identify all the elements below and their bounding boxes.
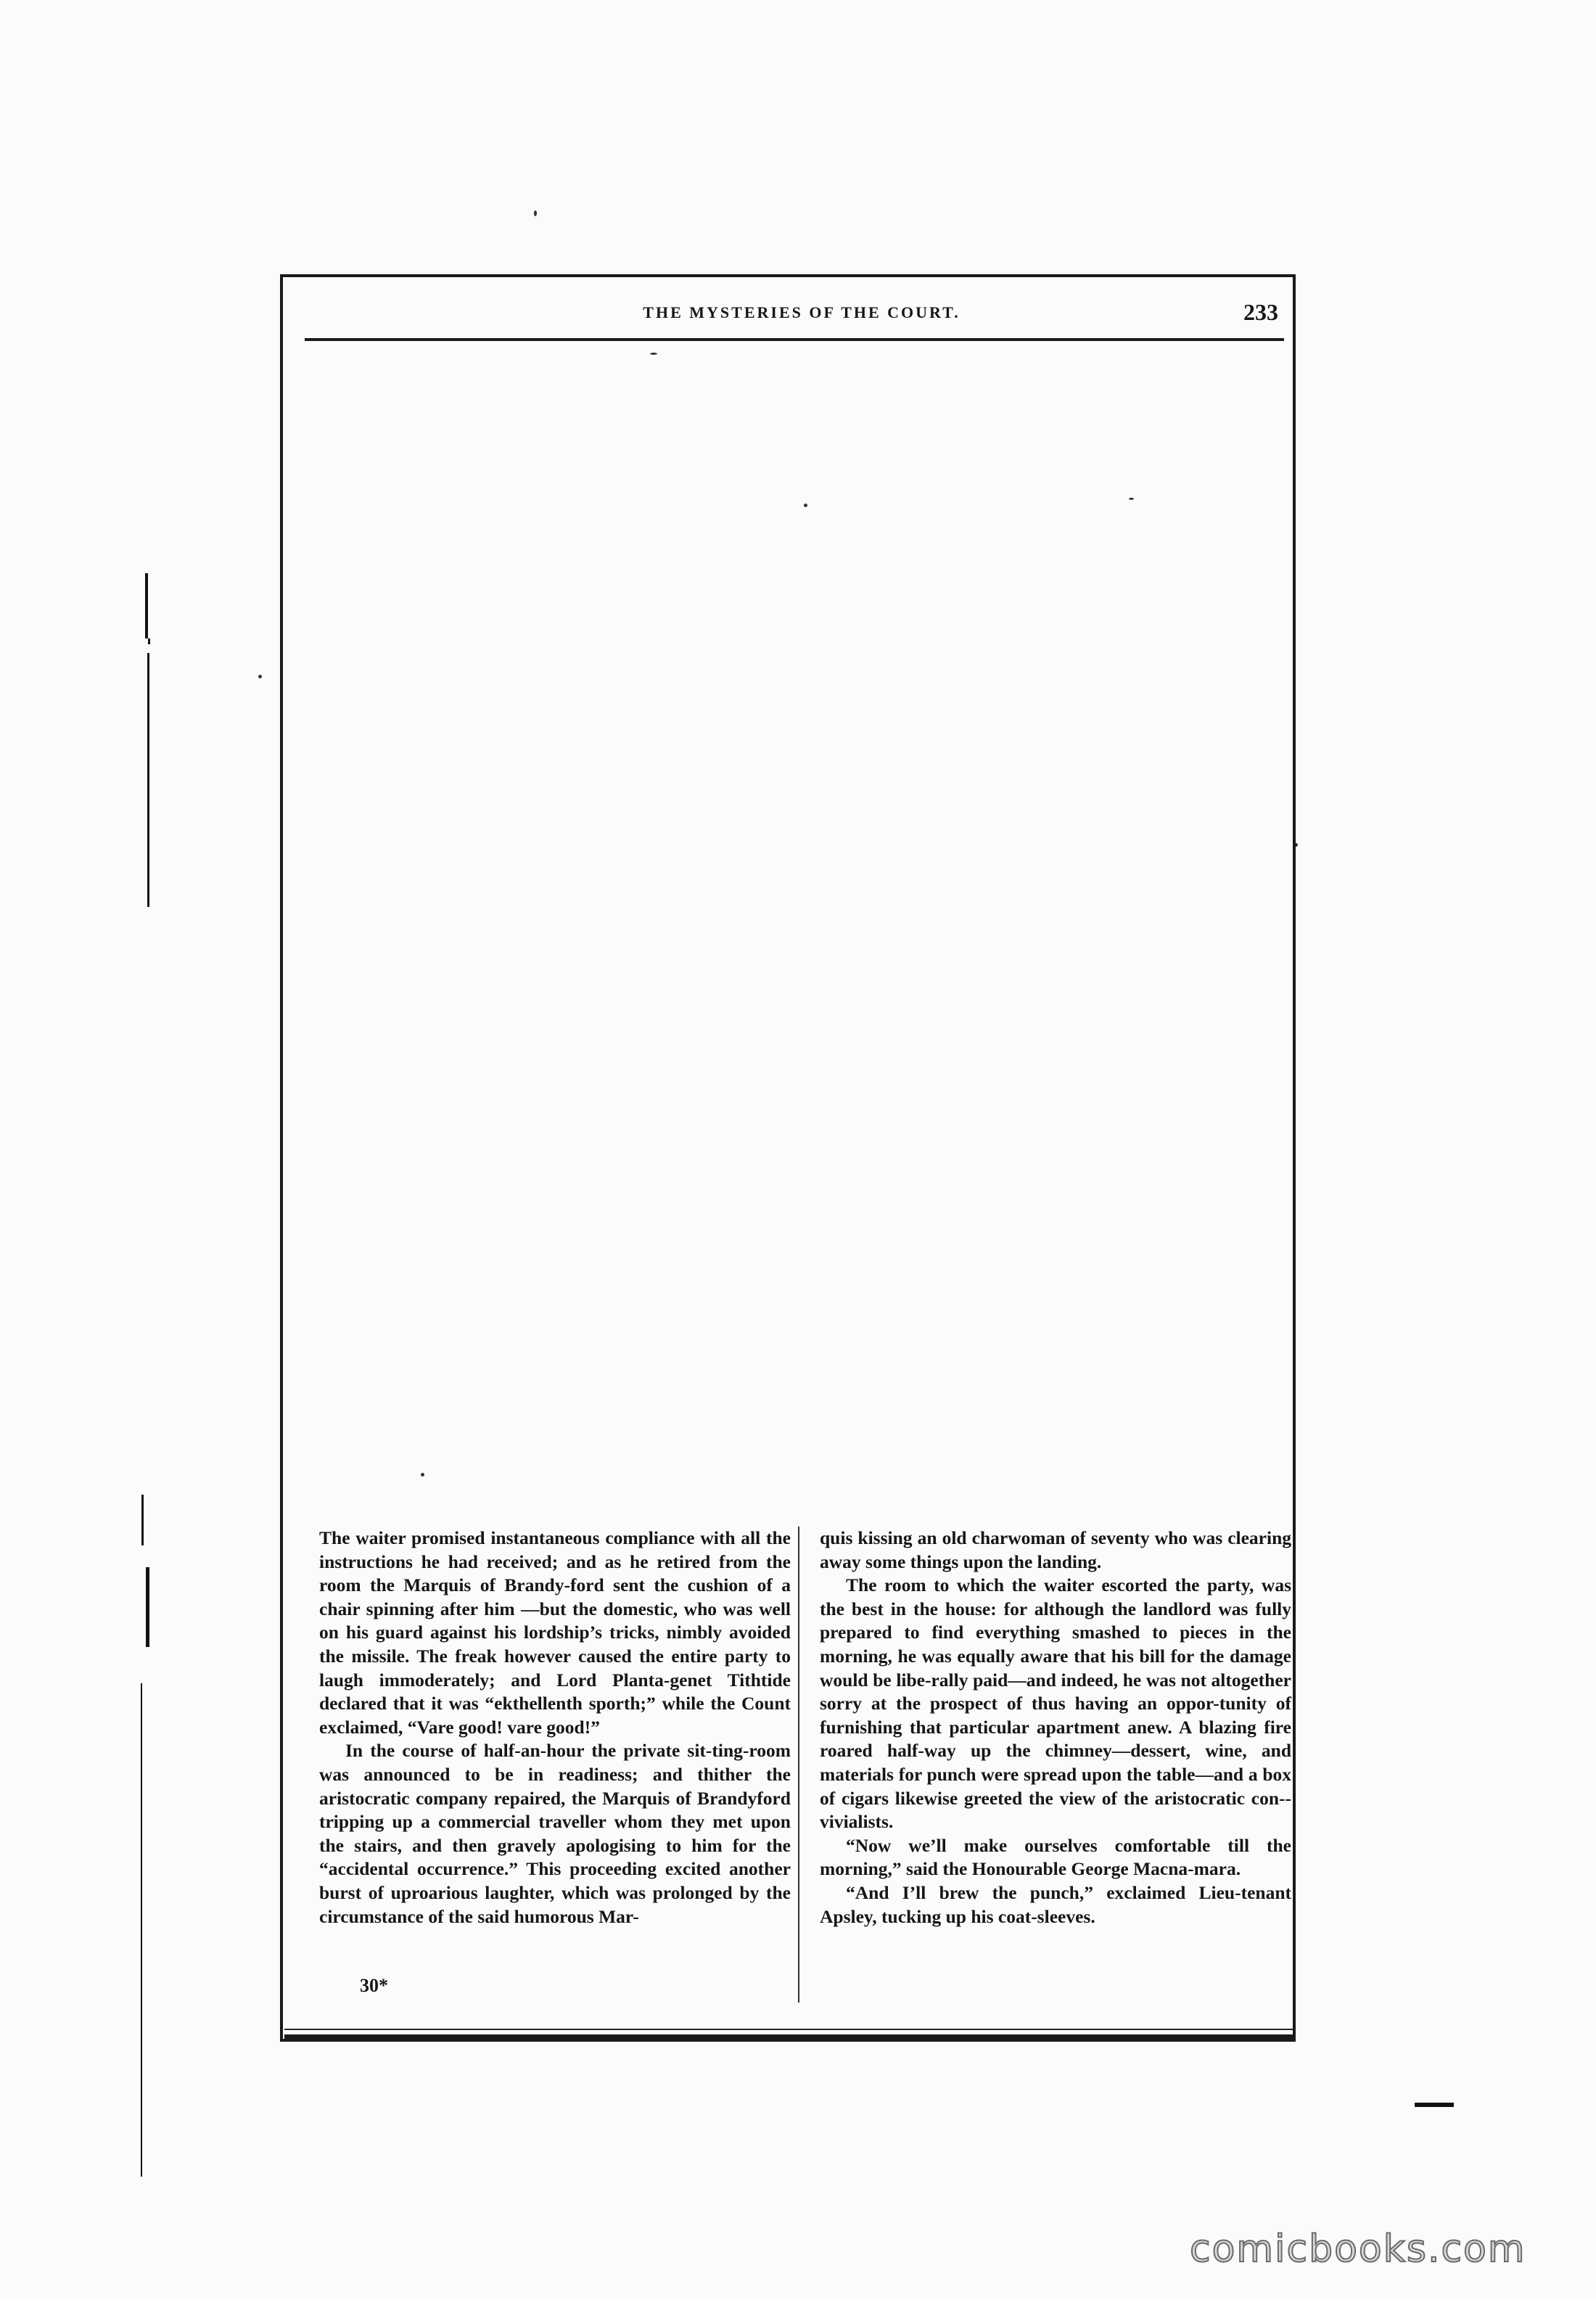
text-column-left	[319, 1527, 791, 1929]
scan-artifact-line	[148, 638, 150, 644]
scan-artifact-line	[141, 1495, 144, 1545]
scan-artifact-line	[145, 573, 148, 638]
running-title: THE MYSTERIES OF THE COURT.	[643, 303, 961, 321]
scan-speck	[1129, 498, 1134, 500]
paragraph: The waiter promised instantaneous compliance with all the instructions he had received; and as he retired from the room the Marquis of Brandy-ford sent the cushion of a chair spinning after him —but the domestic, who was well on his guard against his lordship’s tricks, nimbly avoided the missile. The freak however caused the entire party to laugh immoderately; and Lord Planta-genet Tithtide declared that it was “ekthellenth sporth;” while the Count exclaimed, “Vare good! vare good!”	[319, 1527, 791, 1738]
paragraph: “Now we’ll make ourselves comfortable till the morning,” said the Honourable George Macna-mara.	[820, 1834, 1291, 1880]
signature-mark: 30*	[360, 1975, 388, 1996]
scan-artifact-line	[146, 1567, 149, 1647]
header-rule	[305, 338, 1284, 341]
illustration-area	[305, 348, 1284, 1516]
paragraph: The room to which the waiter escorted the party, was the best in the house: for although the landlord was fully prepared to find everything smashed to pieces in the morning, he was equally aware that his bill for the damage would be libe-rally paid—and indeed, he was not altogether sorry at the prospect of thus having an oppor-tunity of furnishing that particular apartment anew. A blazing fire roared half-way up the chimney—dessert, wine, and materials for punch were spread upon the table—and a box of cigars likewise greeted the view of the aristocratic con-vivialists.	[820, 1574, 1291, 1833]
watermark: comicbooks.com	[1190, 2227, 1526, 2271]
page-number: 233	[1243, 299, 1278, 325]
bottom-rule-thick	[284, 2034, 1296, 2039]
scan-speck	[534, 210, 537, 216]
paragraph: “And I’ll brew the punch,” exclaimed Lieu-tenant Apsley, tucking up his coat-sleeves.	[820, 1881, 1291, 1927]
text-column-right	[820, 1527, 1291, 1929]
scan-speck	[258, 675, 262, 678]
scan-speck	[421, 1473, 424, 1476]
scan-artifact-line	[147, 653, 149, 907]
paragraph: In the course of half-an-hour the private sit-ting-room was announced to be in readiness; and thither the aristocratic company repaired, the Marquis of Brandyford tripping up a commercial traveller whom they met upon the stairs, and then gravely apologising to him for the “accidental occurrence.” This proceeding excited another burst of uproarious laughter, which was prolonged by the circumstance of the said humorous Mar-	[319, 1740, 791, 1927]
column-divider	[798, 1527, 799, 2003]
bottom-rule	[284, 2029, 1293, 2030]
scan-speck	[804, 504, 807, 507]
scan-speck	[650, 353, 657, 355]
scan-artifact-line	[1415, 2103, 1454, 2107]
scan-artifact-line	[141, 1683, 142, 2177]
page-header	[306, 299, 1293, 335]
paragraph: quis kissing an old charwoman of seventy who was clearing away some things upon the landing.	[820, 1527, 1291, 1572]
